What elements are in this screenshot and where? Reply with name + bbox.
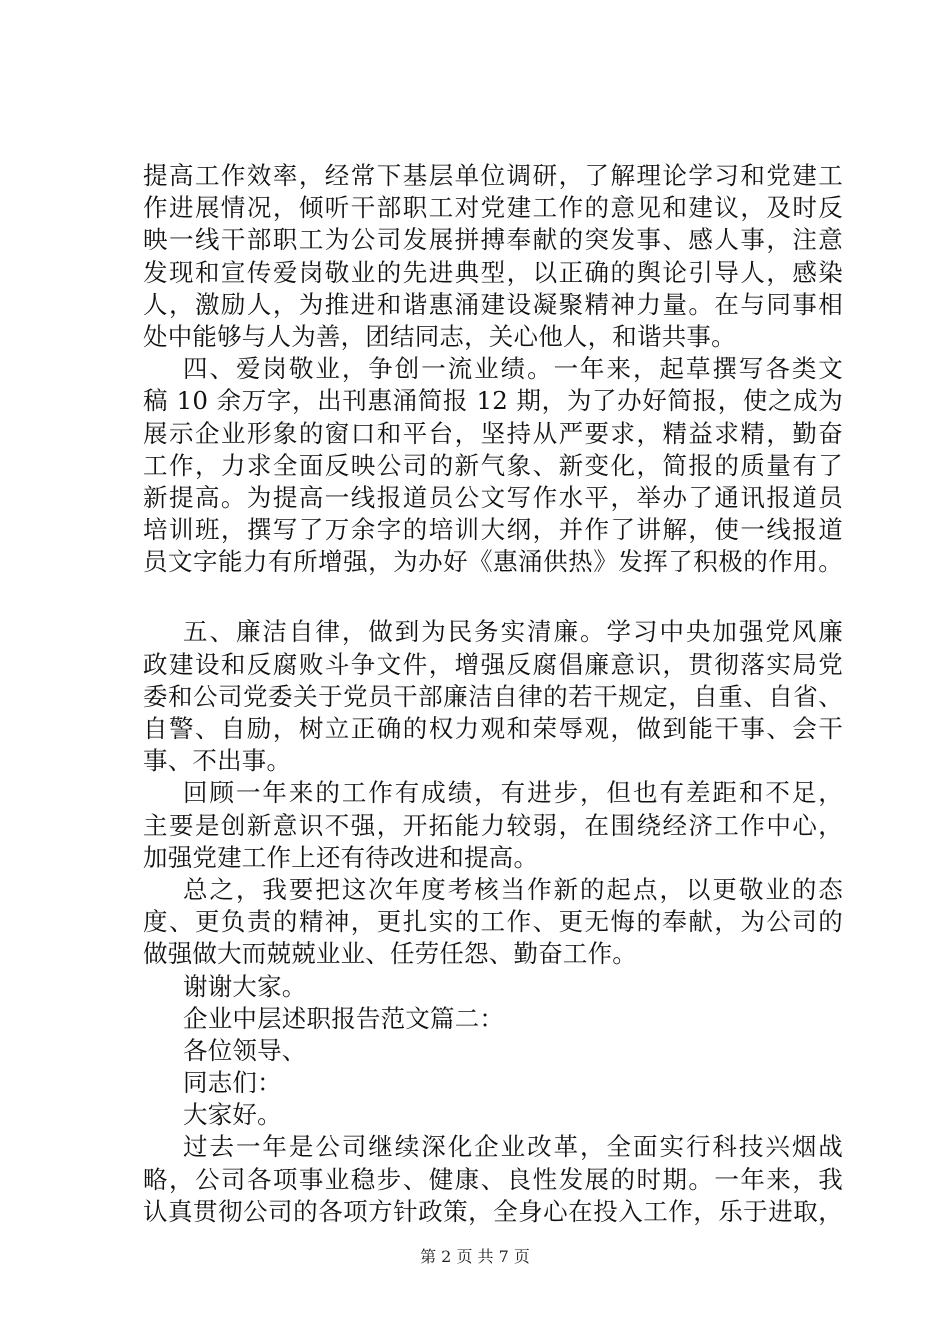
text-line: 新提高。为提高一线报道员公文写作水平，举办了通讯报道员	[143, 482, 843, 512]
text-line: 自警、自励，树立正确的权力观和荣辱观，做到能干事、会干	[143, 714, 843, 743]
text-line: 提高工作效率，经常下基层单位调研，了解理论学习和党建工	[143, 161, 843, 190]
text-line: 主要是创新意识不强，开拓能力较弱，在围绕经济工作中心，	[143, 810, 843, 840]
text-line: 度、更负责的精神，更扎实的工作、更无悔的奉献，为公司的	[143, 907, 843, 937]
text-line: 员文字能力有所增强，为办好《惠涌供热》发挥了积极的作用。	[143, 547, 843, 577]
text-line: 总之，我要把这次年度考核当作新的起点，以更敬业的态	[183, 874, 843, 904]
section-heading: 企业中层述职报告范文篇二：	[183, 1003, 505, 1033]
text-line: 映一线干部职工为公司发展拼搏奉献的突发事、感人事，注意	[143, 225, 843, 255]
text-line: 发现和宣传爱岗敬业的先进典型，以正确的舆论引导人，感染	[143, 257, 843, 287]
text-line: 谢谢大家。	[183, 971, 307, 1001]
text-line: 五、廉洁自律，做到为民务实清廉。学习中央加强党风廉	[183, 617, 843, 647]
text-line: 稿 10 余万字，出刊惠涌简报 12 期，为了办好简报，使之成为	[143, 386, 843, 416]
text-line: 四、爱岗敬业，争创一流业绩。一年来，起草撰写各类文	[183, 354, 843, 384]
text-line: 政建设和反腐败斗争文件，增强反腐倡廉意识，贯彻落实局党	[143, 649, 843, 679]
text-line: 做强做大而兢兢业业、任劳任怨、勤奋工作。	[143, 939, 637, 969]
paragraph-gap	[143, 578, 843, 616]
text-line: 事、不出事。	[143, 746, 292, 776]
text-line: 作进展情况，倾听干部职工对党建工作的意见和建议，及时反	[143, 193, 843, 223]
text-line: 工作，力求全面反映公司的新气象、新变化，简报的质量有了	[143, 450, 843, 480]
text-line: 培训班，撰写了万余字的培训大纲，并作了讲解，使一线报道	[143, 515, 843, 545]
greeting: 大家好。	[183, 1100, 282, 1130]
text-line: 展示企业形象的窗口和平台，坚持从严要求，精益求精，勤奋	[143, 418, 843, 448]
document-body	[143, 160, 843, 1228]
text-line: 处中能够与人为善，团结同志，关心他人，和谐共事。	[143, 321, 736, 351]
text-line: 委和公司党委关于党员干部廉洁自律的若干规定，自重、自省、	[143, 681, 843, 711]
text-line: 加强党建工作上还有待改进和提高。	[143, 842, 539, 872]
text-line: 回顾一年来的工作有成绩，有进步，但也有差距和不足，	[183, 778, 843, 808]
text-line: 人，激励人，为推进和谐惠涌建设凝聚精神力量。在与同事相	[143, 289, 843, 319]
text-line: 略，公司各项事业稳步、健康、良性发展的时期。一年来，我	[143, 1164, 843, 1194]
page-number-footer: 第 2 页 共 7 页	[420, 1247, 530, 1266]
text-line: 认真贯彻公司的各项方针政策，全身心在投入工作，乐于进取，	[143, 1196, 843, 1226]
salutation: 各位领导、	[183, 1035, 307, 1065]
salutation: 同志们：	[183, 1068, 282, 1098]
text-line: 过去一年是公司继续深化企业改革，全面实行科技兴烟战	[183, 1132, 843, 1162]
